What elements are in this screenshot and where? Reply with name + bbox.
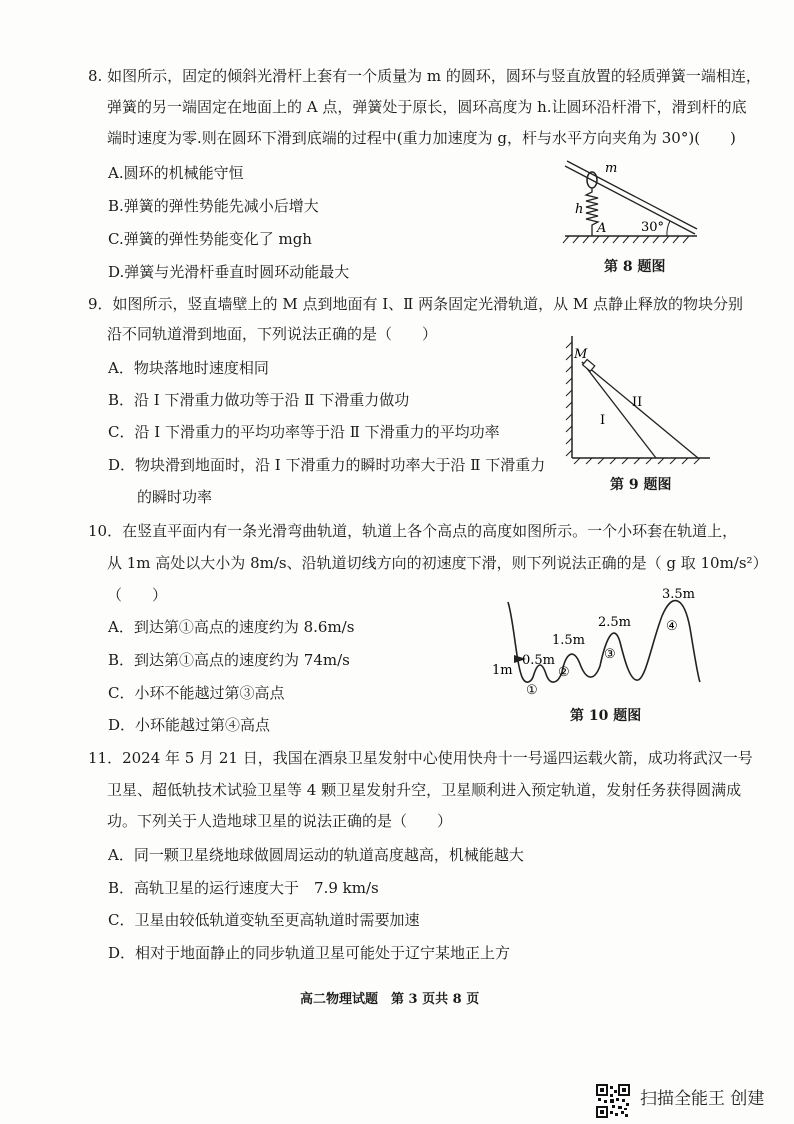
q10-fig-height-start: 1m	[492, 663, 513, 678]
q8-option-b: B.弹簧的弹性势能先减小后增大	[108, 197, 319, 215]
q10-figure-caption: 第 10 题图	[570, 708, 642, 724]
q10-fig-height-2: 1.5m	[552, 633, 586, 648]
q8-line-1: 8. 如图所示，固定的倾斜光滑杆上套有一个质量为 m 的圆环，圆环与竖直放置的轻质弹簧一端相连，	[88, 67, 761, 85]
q10-option-c: C．小环不能越过第③高点	[108, 684, 285, 702]
q11-line-2: 卫星、超低轨技术试验卫星等 4 颗卫星发射升空，卫星顺利进入预定轨道，发射任务获得圆满成	[107, 781, 742, 799]
q10-fig-peak-4: ④	[666, 619, 678, 634]
q9-figure-caption: 第 9 题图	[610, 477, 672, 493]
q10-fig-peak-3: ③	[604, 647, 616, 662]
q8-option-a: A.圆环的机械能守恒	[108, 164, 244, 182]
q11-line-1: 11．2024 年 5 月 21 日，我国在酒泉卫星发射中心使用快舟十一号遥四运载火箭，成功将武汉一号	[88, 749, 753, 767]
q8-fig-label-a: A	[597, 221, 607, 236]
q9-option-a: A．物块落地时速度相同	[108, 359, 269, 377]
q8-line-3: 端时速度为零.则在圆环下滑到底端的过程中(重力加速度为 g，杆与水平方向夹角为 30°)( )	[107, 129, 736, 147]
page-footer: 高二物理试题 第 3 页共 8 页	[300, 992, 480, 1007]
q10-fig-height-1: 0.5m	[522, 653, 556, 668]
q10-fig-peak-2: ②	[558, 665, 570, 680]
q10-fig-height-4: 3.5m	[662, 587, 696, 602]
q8-line-2: 弹簧的另一端固定在地面上的 A 点，弹簧处于原长，圆环高度为 h.让圆环沿杆滑下，滑到杆的底	[107, 98, 747, 116]
qr-code-icon	[596, 1084, 630, 1118]
q10-line-2: 从 1m 高处以大小为 8m/s、沿轨道切线方向的初速度下滑，则下列说法正确的是（ g 取 10m/s²）	[107, 554, 768, 572]
q10-fig-peak-1: ①	[526, 683, 538, 698]
q10-fig-height-3: 2.5m	[598, 615, 632, 630]
q11-option-b: B．高轨卫星的运行速度大于 7.9 km/s	[108, 879, 379, 897]
q9-figure	[560, 328, 720, 468]
scanner-watermark: 扫描全能王 创建	[640, 1089, 765, 1109]
q9-line-2: 沿不同轨道滑到地面，下列说法正确的是（ ）	[107, 325, 438, 343]
q8-fig-label-m: m	[605, 161, 618, 176]
q8-option-d: D.弹簧与光滑杆垂直时圆环动能最大	[108, 263, 350, 281]
q9-option-d-line2: 的瞬时功率	[137, 488, 213, 506]
q11-option-c: C．卫星由较低轨道变轨至更高轨道时需要加速	[108, 911, 420, 929]
q10-line-1: 10．在竖直平面内有一条光滑弯曲轨道，轨道上各个高点的高度如图所示。一个小环套在轨道上，	[88, 522, 738, 540]
q10-option-d: D．小环能越过第④高点	[108, 716, 271, 734]
q9-option-c: C．沿 Ⅰ 下滑重力的平均功率等于沿 Ⅱ 下滑重力的平均功率	[108, 423, 500, 441]
q11-line-3: 功。下列关于人造地球卫星的说法正确的是（ ）	[107, 812, 453, 830]
q8-option-c: C.弹簧的弹性势能变化了 mgh	[108, 230, 312, 248]
q9-option-b: B．沿 Ⅰ 下滑重力做功等于沿 Ⅱ 下滑重力做功	[108, 391, 410, 409]
q9-line-1: 9．如图所示，竖直墙壁上的 M 点到地面有 Ⅰ、Ⅱ 两条固定光滑轨道，从 M 点静止释放的物块分别	[88, 295, 743, 313]
q11-option-a: A．同一颗卫星绕地球做圆周运动的轨道高度越高，机械能越大	[108, 846, 524, 864]
q10-line-3: （ ）	[107, 586, 168, 604]
q8-fig-label-h: h	[575, 202, 584, 217]
q10-option-b: B．到达第①高点的速度约为 74m/s	[108, 651, 350, 669]
q9-fig-label-m: M	[574, 347, 588, 362]
q8-figure-caption: 第 8 题图	[604, 259, 666, 275]
q8-fig-label-angle: 30°	[641, 220, 665, 235]
q9-fig-label-track-i: I	[600, 413, 606, 428]
q9-option-d-line1: D．物块滑到地面时，沿 Ⅰ 下滑重力的瞬时功率大于沿 Ⅱ 下滑重力	[108, 456, 546, 474]
q11-option-d: D．相对于地面静止的同步轨道卫星可能处于辽宁某地正上方	[108, 944, 511, 962]
q9-fig-label-track-ii: II	[632, 395, 643, 410]
q10-option-a: A．到达第①高点的速度约为 8.6m/s	[108, 618, 355, 636]
q8-figure	[555, 158, 705, 248]
q10-figure	[486, 582, 716, 702]
